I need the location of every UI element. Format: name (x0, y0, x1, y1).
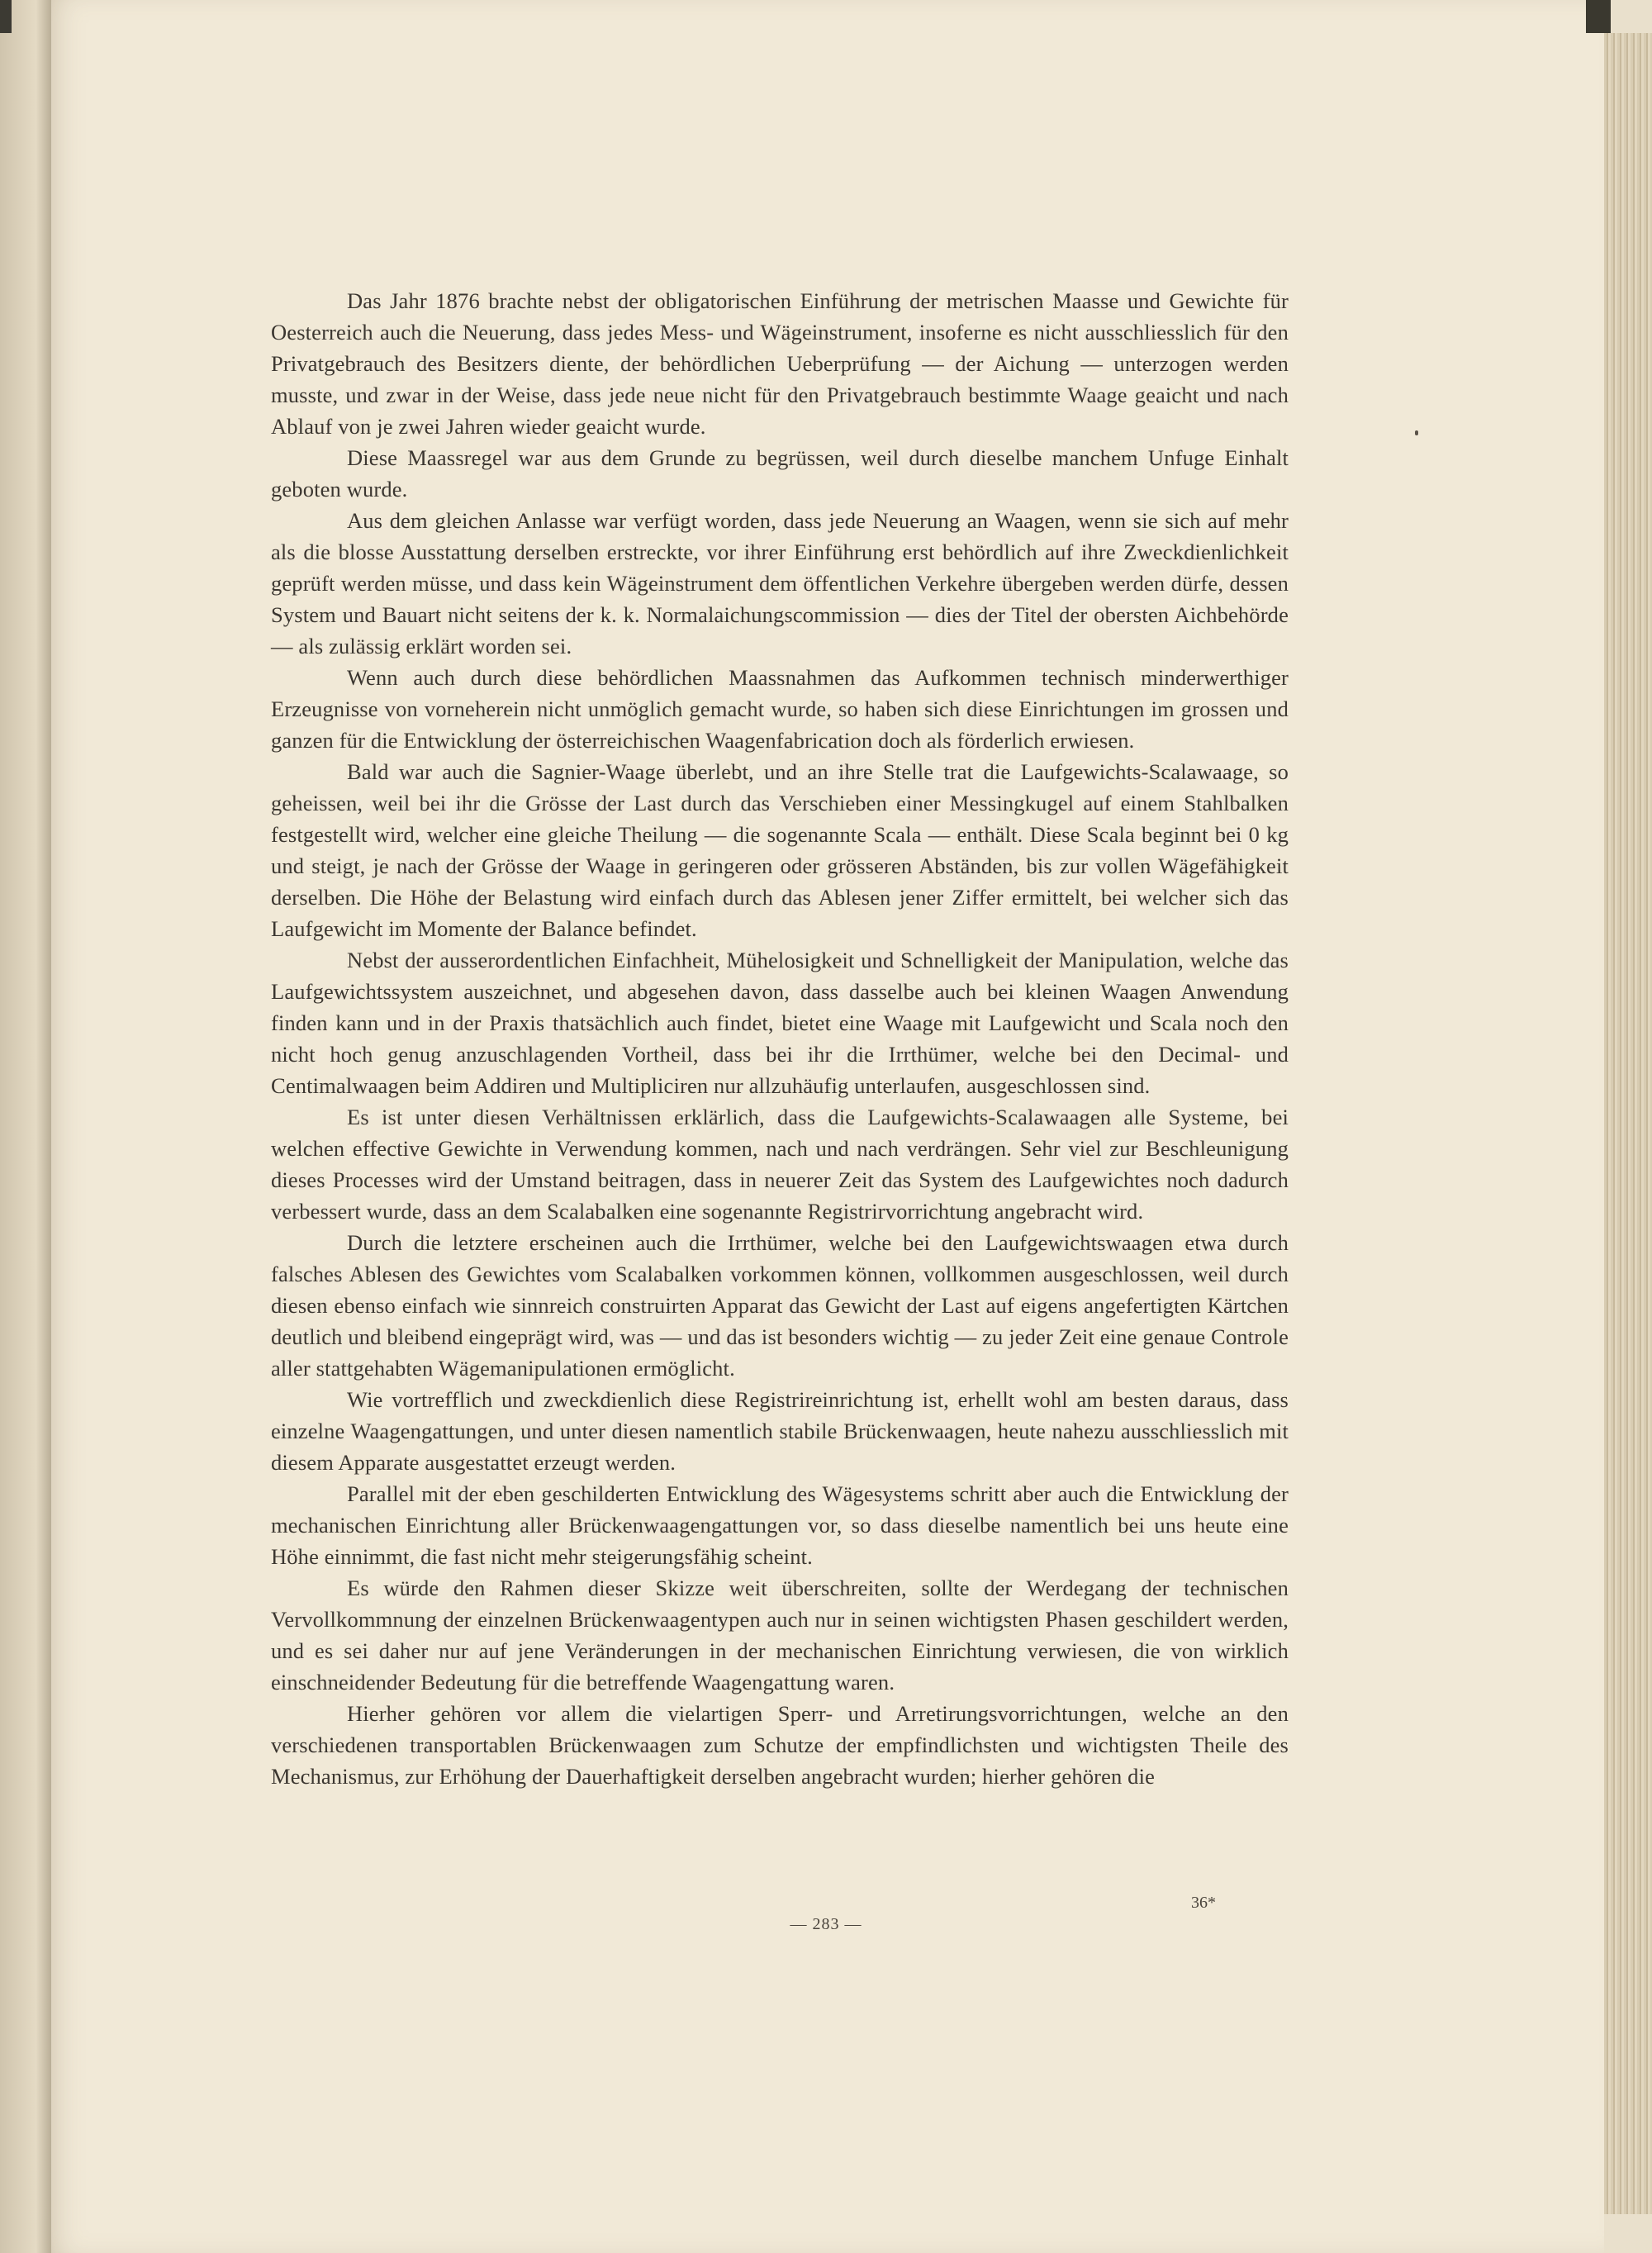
paragraph-7: Es ist unter diesen Verhältnissen erklärlich, dass die Laufgewichts-Scalawaagen alle Systeme, bei welchen effective Gewichte in Verwendung kommen, nach und nach verdrängen. Sehr viel zur Beschleunigung dieses Processes wird der Umstand beitragen, dass in neuerer Zeit das System des Laufgewichtes noch dadurch verbessert wurde, dass an dem Scalabalken eine sogenannte Registrirvorrichtung angebracht wird. (271, 1105, 1289, 1224)
signature-mark: 36* (1191, 1894, 1216, 1912)
paragraph-12: Hierher gehören vor allem die vielartigen Sperr- und Arretirungsvorrichtungen, welche an den verschiedenen transportablen Brückenwaagen zum Schutze der empfindlichsten und wichtigsten Theile des Mechanismus, zur Erhöhung der Dauerhaftigkeit derselben angebracht wurden; hierher gehören die (271, 1701, 1289, 1789)
edge-tab (1586, 0, 1611, 33)
paragraph-2: Diese Maassregel war aus dem Grunde zu begrüssen, weil durch dieselbe manchem Unfuge Einhalt geboten wurde. (271, 445, 1289, 501)
paragraph-5: Bald war auch die Sagnier-Waage überlebt, und an ihre Stelle trat die Laufgewichts-Scalawaage, so geheissen, weil bei ihr die Grösse der Last durch das Verschieben einer Messingkugel auf einem Stahlbalken festgestellt wird, welcher eine gleiche Theilung — die sogenannte Scala — enthält. Diese Scala beginnt bei 0 kg und steigt, je nach der Grösse der Waage in geringeren oder grösseren Abständen, bis zur vollen Wägefähigkeit derselben. Die Höhe der Belastung wird einfach durch das Ablesen jener Ziffer ermittelt, bei welcher sich das Laufgewicht im Momente der Balance befindet. (271, 759, 1289, 941)
page-number: — 283 — (790, 1915, 862, 1933)
spine-mark (0, 0, 12, 33)
paragraph-1: Das Jahr 1876 brachte nebst der obligatorischen Einführung der metrischen Maasse und Gewichte für Oesterreich auch die Neuerung, dass jedes Mess- und Wägeinstrument, insoferne es nicht ausschliesslich für den Privatgebrauch des Besitzers diente, der behördlichen Ueberprüfung — der Aichung — unterzogen werden musste, und zwar in der Weise, dass jede neue nicht für den Privatgebrauch bestimmte Waage geaicht und nach Ablauf von je zwei Jahren wieder geaicht wurde. (271, 288, 1289, 439)
body-text (271, 285, 1289, 1792)
page-edges (1604, 33, 1652, 2214)
paragraph-3: Aus dem gleichen Anlasse war verfügt worden, dass jede Neuerung an Waagen, wenn sie sich auf mehr als die blosse Ausstattung derselben erstreckte, vor ihrer Einführung erst behördlich auf ihre Zweckdienlichkeit geprüft werden müsse, und dass kein Wägeinstrument dem öffentlichen Verkehre übergeben werden dürfe, dessen System und Bauart nicht seitens der k. k. Normalaichungscommission — dies der Titel der obersten Aichbehörde — als zulässig erklärt worden sei. (271, 508, 1289, 658)
paragraph-4: Wenn auch durch diese behördlichen Maassnahmen das Aufkommen technisch minderwerthiger Erzeugnisse von vorneherein nicht unmöglich gemacht wurde, so haben sich diese Einrichtungen im grossen und ganzen für die Entwicklung der österreichischen Waagenfabrication doch als förderlich erwiesen. (271, 665, 1289, 753)
paragraph-6: Nebst der ausserordentlichen Einfachheit, Mühelosigkeit und Schnelligkeit der Manipulation, welche das Laufgewichtssystem auszeichnet, und abgesehen davon, dass dasselbe auch bei kleinen Waagen Anwendung finden kann und in der Praxis thatsächlich auch findet, bietet eine Waage mit Laufgewicht und Scala noch den nicht hoch genug anzuschlagenden Vortheil, dass bei ihr die Irrthümer, welche bei den Decimal- und Centimalwaagen beim Addiren und Multipliciren nur allzuhäufig unterlaufen, ausgeschlossen sind. (271, 948, 1289, 1098)
paragraph-8: Durch die letztere erscheinen auch die Irrthümer, welche bei den Laufgewichtswaagen etwa durch falsches Ablesen des Gewichtes vom Scalabalken vorkommen können, vollkommen ausgeschlossen, weil durch diesen ebenso einfach wie sinnreich construirten Apparat das Gewicht der Last auf eigens angefertigten Kärtchen deutlich und bleibend eingeprägt wird, was — und das ist besonders wichtig — zu jeder Zeit eine genaue Controle aller stattgehabten Wägemanipulationen ermöglicht. (271, 1230, 1289, 1381)
paragraph-11: Es würde den Rahmen dieser Skizze weit überschreiten, sollte der Werdegang der technischen Vervollkommnung der einzelnen Brückenwaagentypen auch nur in seinen wichtigsten Phasen geschildert werden, und es sei daher nur auf jene Veränderungen in der mechanischen Einrichtung verwiesen, die von wirklich einschneidender Bedeutung für die betreffende Waagengattung waren. (271, 1576, 1289, 1695)
paragraph-10: Parallel mit der eben geschilderten Entwicklung des Wägesystems schritt aber auch die Entwicklung der mechanischen Einrichtung aller Brückenwaagengattungen vor, so dass dieselbe namentlich bei uns heute eine Höhe einnimmt, die fast nicht mehr steigerungsfähig scheint. (271, 1481, 1289, 1569)
ink-speck (1415, 430, 1418, 435)
paragraph-9: Wie vortrefflich und zweckdienlich diese Registrireinrichtung ist, erhellt wohl am besten daraus, dass einzelne Waagengattungen, und unter diesen namentlich stabile Brückenwaagen, heute nahezu ausschliesslich mit diesem Apparate ausgestattet erzeugt werden. (271, 1387, 1289, 1475)
